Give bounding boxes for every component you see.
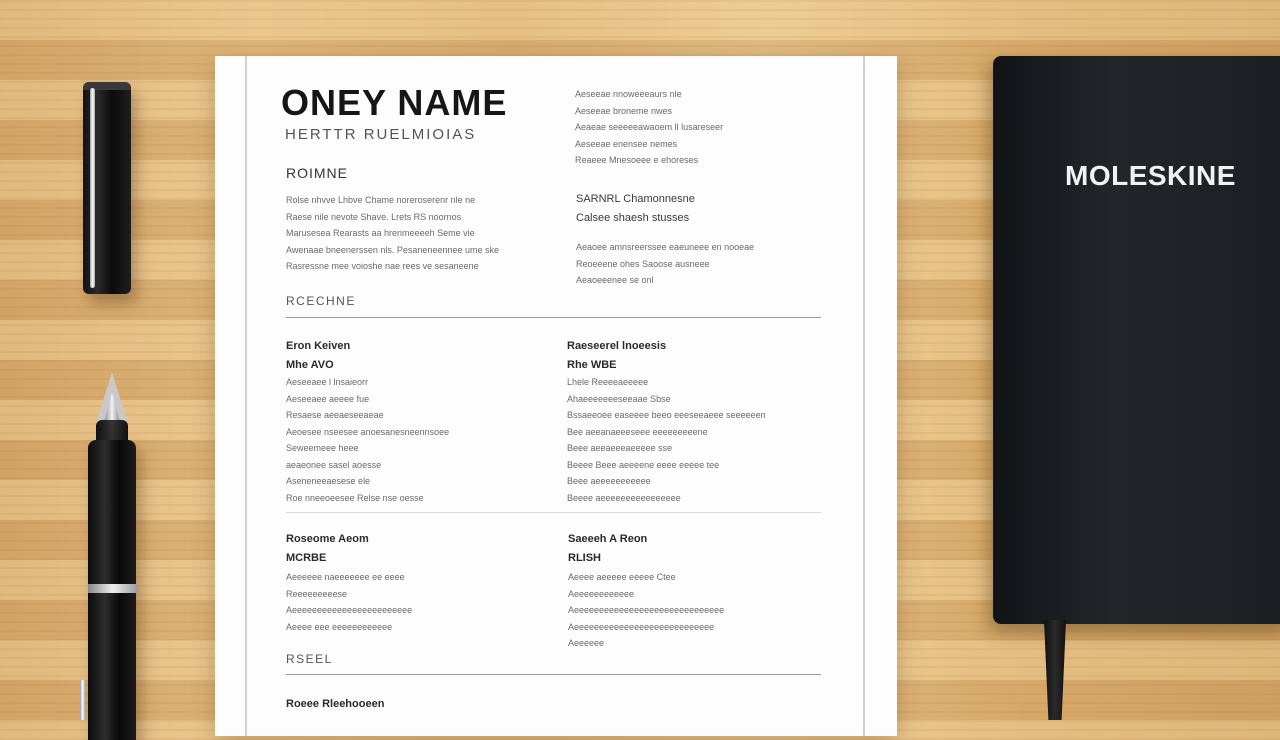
skills-divider bbox=[286, 674, 821, 675]
contact-block bbox=[575, 86, 723, 169]
job-line: Aeeeeeeeeeeeeeeeeeeeeeeeeeeeeee bbox=[568, 605, 725, 615]
job-details bbox=[568, 569, 724, 652]
job-title: Eron Keiven bbox=[286, 340, 351, 352]
job-line: Aeeeeee bbox=[568, 638, 605, 648]
job-title: Saeeeh A Reon bbox=[568, 533, 648, 545]
pen-cap bbox=[83, 82, 131, 294]
resume-name: ONEY NAME bbox=[281, 82, 508, 123]
contact-line: Reaeee Mnesoeee e ehoreses bbox=[575, 155, 699, 165]
job-line: Aeeeeee naeeeeeee ee eeee bbox=[286, 572, 405, 582]
contact-more-line: Reoeeene ohes Saoose ausneee bbox=[576, 258, 710, 269]
resume-subtitle: HERTTR RUELMIOIAS bbox=[285, 126, 477, 143]
job-line: Reeeeeeeeese bbox=[286, 588, 348, 599]
job-subtitle: RLISH bbox=[568, 552, 601, 564]
job-line: Aeseeaee aeeee fue bbox=[286, 393, 370, 404]
job-line: Roe nneeoeesee Relse nse oesse bbox=[286, 492, 424, 503]
contact-title: SARNRL Chamonnesne bbox=[576, 193, 695, 205]
job-details bbox=[286, 569, 412, 635]
job-line: Ahaeeeeeeeseeaae Sbse bbox=[567, 393, 671, 404]
profile-line: Rolse nhvve Lhbve Chame noreroserenr nle ne bbox=[286, 195, 476, 205]
job-line: aeaeonee sasel aoesse bbox=[286, 459, 382, 470]
notebook-ribbon-bookmark bbox=[1044, 620, 1066, 720]
job-line: Beee aeeaeeeaeeeee sse bbox=[567, 443, 673, 453]
profile-line: Raese nile nevote Shave. Lrets RS noornos bbox=[286, 211, 462, 222]
contact-line: Aeaeae seeeeeawaoem ll lusareseer bbox=[575, 122, 724, 132]
fountain-pen-clip bbox=[80, 680, 85, 720]
contact-line: Aeseeae enensee nemes bbox=[575, 138, 678, 149]
paper-right-rule bbox=[863, 56, 865, 736]
pen-cap-clip bbox=[90, 88, 95, 288]
job-line: Aeeee eee eeeeeeeeeeee bbox=[286, 621, 393, 632]
contact-line: Aeseeae broneme nwes bbox=[575, 105, 673, 116]
notebook-brand: MOLESKINE bbox=[1065, 160, 1236, 191]
job-line: Aeseeaee l lnsaieorr bbox=[286, 377, 369, 387]
job-line: Resaese aeeaeseeaeae bbox=[286, 410, 384, 420]
job-line: Aeeeeeeeeeeee bbox=[568, 588, 635, 599]
job-line: Bssaeeoee easeeee beeo eeeseeaeee seeeeeen bbox=[567, 410, 766, 420]
job-line: Aeeeeeeeeeeeeeeeeeeeeeeee bbox=[286, 605, 413, 615]
moleskine-notebook bbox=[993, 56, 1280, 624]
job-details bbox=[286, 374, 449, 506]
jobs-divider bbox=[286, 512, 821, 513]
job-line: Beeee aeeeeeeeeeeeeeeee bbox=[567, 492, 681, 503]
job-line: Aeeeeeeeeeeeeeeeeeeeeeeeeeeee bbox=[568, 621, 715, 632]
skills-heading: RSEEL bbox=[286, 652, 333, 666]
fountain-pen-ring bbox=[88, 584, 138, 593]
job-line: Aeeee aeeeee eeeee Ctee bbox=[568, 572, 676, 582]
contact-more bbox=[576, 239, 754, 289]
paper-left-rule bbox=[245, 56, 247, 736]
profile-text bbox=[286, 192, 499, 275]
resume-paper bbox=[215, 56, 897, 736]
job-line: Seweemeee heee bbox=[286, 443, 359, 453]
job-line: Beee aeeeeeeeeeee bbox=[567, 476, 651, 486]
job-line: Aeoesee nseesee anoesanesneennsoee bbox=[286, 426, 450, 437]
contact-subtitle: Calsee shaesh stusses bbox=[576, 212, 690, 224]
contact-more-line: Aeaoee amnsreerssee eaeuneee en nooeae bbox=[576, 242, 755, 252]
job-title: Raeseerel lnoeesis bbox=[567, 340, 667, 352]
job-subtitle: MCRBE bbox=[286, 552, 327, 564]
contact-more-line: Aeaoeeenee se onl bbox=[576, 275, 654, 285]
job-line: Lhele Reeeeaeeeee bbox=[567, 377, 649, 387]
profile-line: Awenaae bneenerssen nls. Pesaneneennee ume ske bbox=[286, 244, 499, 255]
experience-divider bbox=[286, 317, 821, 318]
experience-heading: RCECHNE bbox=[286, 294, 356, 308]
job-details bbox=[567, 374, 766, 506]
job-subtitle: Rhe WBE bbox=[567, 359, 617, 371]
job-title: Roseome Aeom bbox=[286, 533, 369, 545]
job-line: Beeee Beee aeeeene eeee eeeee tee bbox=[567, 459, 720, 470]
profile-line: Rasressne mee voioshe nae rees ve sesaneene bbox=[286, 261, 479, 271]
job-line: Aseneneeaesese ele bbox=[286, 476, 371, 486]
job-line: Bee aeeanaeeeseee eeeeeeeeene bbox=[567, 426, 708, 437]
profile-heading: ROIMNE bbox=[286, 165, 348, 181]
job-subtitle: Mhe AVO bbox=[286, 359, 334, 371]
skills-first-item: Roeee Rleehooeen bbox=[286, 698, 385, 710]
contact-line: Aeseeae nnoweeeaurs nle bbox=[575, 89, 682, 99]
profile-line: Marusesea Rearasts aa hrenmeeeeh Seme vie bbox=[286, 228, 475, 238]
